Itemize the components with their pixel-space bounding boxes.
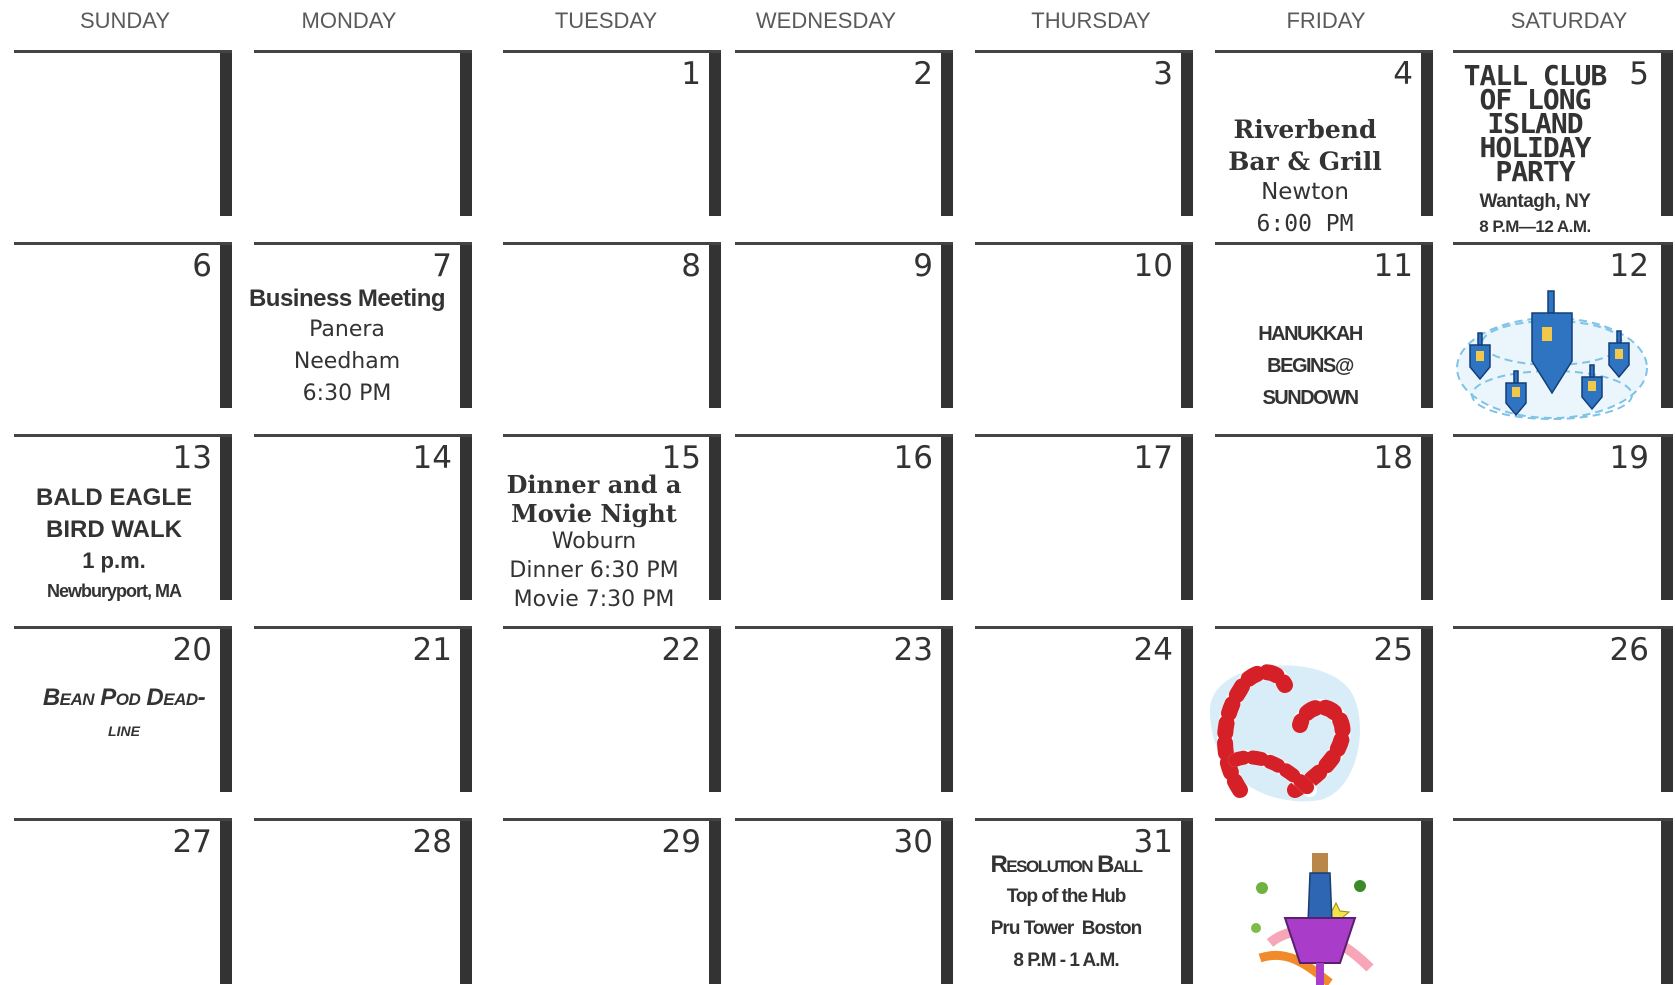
cell-divider xyxy=(1181,437,1193,600)
day-number: 3 xyxy=(1153,56,1173,92)
day-number: 19 xyxy=(1609,440,1649,476)
day-number: 22 xyxy=(661,632,701,668)
cell-divider xyxy=(1181,821,1193,984)
cell-divider xyxy=(460,245,472,408)
day-cell-21[interactable] xyxy=(254,626,472,792)
day-cell-empty xyxy=(14,50,232,216)
day-number: 24 xyxy=(1133,632,1173,668)
cell-divider xyxy=(1661,437,1673,600)
event-title: PARTY xyxy=(1495,155,1575,188)
cell-divider xyxy=(941,821,953,984)
day-cell-14[interactable] xyxy=(254,434,472,600)
day-number: 25 xyxy=(1373,632,1413,668)
day-number: 7 xyxy=(432,248,452,284)
event-time: 1 p.m. xyxy=(82,548,146,573)
event-title: HOLIDAY xyxy=(1479,131,1591,164)
day-cell-23[interactable] xyxy=(735,626,953,792)
cell-divider xyxy=(1181,629,1193,792)
cell-divider xyxy=(1181,245,1193,408)
event-time: 8 P.M—12 A.M. xyxy=(1479,217,1591,236)
day-number: 20 xyxy=(172,632,212,668)
event-tall-club-party[interactable] xyxy=(1445,59,1625,240)
day-cell-18[interactable] xyxy=(1215,434,1433,600)
header-tuesday: TUESDAY xyxy=(554,8,658,33)
cell-divider xyxy=(1421,437,1433,600)
day-number: 31 xyxy=(1133,824,1173,860)
day-number: 27 xyxy=(172,824,212,860)
event-location: Newburyport, MA xyxy=(46,581,181,601)
event-title: Bean Pod Dead- xyxy=(42,684,206,711)
event-business-meeting[interactable] xyxy=(234,287,460,415)
event-title: BIRD WALK xyxy=(46,516,182,543)
day-number: 9 xyxy=(913,248,933,284)
day-cell-28[interactable] xyxy=(254,818,472,984)
cell-divider xyxy=(1421,245,1433,408)
event-time: 6:30 PM xyxy=(302,381,392,406)
day-number: 10 xyxy=(1133,248,1173,284)
day-cell-22[interactable] xyxy=(503,626,721,792)
day-number: 17 xyxy=(1133,440,1173,476)
cell-divider xyxy=(460,821,472,984)
event-bean-pod-deadline[interactable] xyxy=(24,686,224,750)
event-location: Pru Tower Boston xyxy=(990,918,1142,939)
event-title: Movie Night xyxy=(511,499,677,528)
day-number: 28 xyxy=(412,824,452,860)
cell-divider xyxy=(1181,53,1193,216)
day-number: 26 xyxy=(1609,632,1649,668)
day-cell-empty xyxy=(254,50,472,216)
day-number: 4 xyxy=(1393,56,1413,92)
day-cell-2[interactable] xyxy=(735,50,953,216)
event-dinner-movie[interactable] xyxy=(485,470,703,618)
day-number: 13 xyxy=(172,440,212,476)
cell-divider xyxy=(709,53,721,216)
event-location: Needham xyxy=(293,349,401,374)
cell-divider xyxy=(941,629,953,792)
day-number: 16 xyxy=(893,440,933,476)
event-riverbend[interactable] xyxy=(1215,117,1395,245)
day-number: 1 xyxy=(681,56,701,92)
cell-divider xyxy=(460,437,472,600)
cell-divider xyxy=(220,245,232,408)
header-saturday: SATURDAY xyxy=(1510,8,1628,33)
event-venue: Panera xyxy=(309,317,385,342)
event-time: Dinner 6:30 PM xyxy=(509,558,679,583)
day-cell-30[interactable] xyxy=(735,818,953,984)
cell-divider xyxy=(941,245,953,408)
event-time: 8 P.M - 1 A.M. xyxy=(1013,950,1119,971)
cell-divider xyxy=(1421,629,1433,792)
event-location: Newton xyxy=(1261,179,1349,205)
cell-divider xyxy=(941,437,953,600)
day-number: 6 xyxy=(192,248,212,284)
day-cell-6[interactable] xyxy=(14,242,232,408)
day-cell-27[interactable] xyxy=(14,818,232,984)
day-cell-19[interactable] xyxy=(1453,434,1673,600)
day-cell-24[interactable] xyxy=(975,626,1193,792)
day-cell-8[interactable] xyxy=(503,242,721,408)
day-number: 21 xyxy=(412,632,452,668)
event-time: Movie 7:30 PM xyxy=(513,587,675,612)
event-title: Business Meeting xyxy=(248,285,446,312)
cell-divider xyxy=(220,437,232,600)
event-title: BEGINS@ xyxy=(1267,355,1353,377)
cell-divider xyxy=(1661,245,1673,408)
day-cell-empty xyxy=(1453,818,1673,984)
event-title: Riverbend xyxy=(1233,115,1377,144)
cell-divider xyxy=(709,629,721,792)
day-number: 30 xyxy=(893,824,933,860)
event-title: Bar & Grill xyxy=(1228,147,1382,176)
candy-canes-clipart xyxy=(1200,640,1370,808)
event-title: SUNDOWN xyxy=(1262,387,1358,409)
champagne-bucket-clipart xyxy=(1240,848,1390,985)
cell-divider xyxy=(709,245,721,408)
event-title: HANUKKAH xyxy=(1258,323,1362,345)
day-number: 2 xyxy=(913,56,933,92)
header-wednesday: WEDNESDAY xyxy=(755,8,897,33)
event-hanukkah[interactable] xyxy=(1225,324,1395,420)
cell-divider xyxy=(1421,53,1433,216)
day-cell-3[interactable] xyxy=(975,50,1193,216)
event-location: Wantagh, NY xyxy=(1479,191,1591,212)
day-number: 5 xyxy=(1629,56,1649,92)
cell-divider xyxy=(709,437,721,600)
day-cell-10[interactable] xyxy=(975,242,1193,408)
event-bald-eagle-walk[interactable] xyxy=(14,486,214,606)
event-resolution-ball[interactable] xyxy=(955,853,1177,983)
event-title: ISLAND xyxy=(1487,107,1583,140)
event-title: Dinner and a xyxy=(506,470,682,499)
day-number: 23 xyxy=(893,632,933,668)
header-sunday: SUNDAY xyxy=(79,8,171,33)
cell-divider xyxy=(709,821,721,984)
day-number: 14 xyxy=(412,440,452,476)
day-cell-29[interactable] xyxy=(503,818,721,984)
header-monday: MONDAY xyxy=(301,8,397,33)
header-friday: FRIDAY xyxy=(1286,8,1366,33)
event-title: BALD EAGLE xyxy=(36,484,192,511)
header-thursday: THURSDAY xyxy=(1031,8,1151,33)
cell-divider xyxy=(460,629,472,792)
day-number: 11 xyxy=(1373,248,1413,284)
event-title: OF LONG xyxy=(1479,83,1591,116)
day-number: 29 xyxy=(661,824,701,860)
event-venue: Top of the Hub xyxy=(1006,886,1126,907)
dreidels-clipart xyxy=(1452,283,1648,431)
day-number: 18 xyxy=(1373,440,1413,476)
day-cell-17[interactable] xyxy=(975,434,1193,600)
day-cell-1[interactable] xyxy=(503,50,721,216)
event-title: line xyxy=(108,719,140,741)
cell-divider xyxy=(220,821,232,984)
cell-divider xyxy=(460,53,472,216)
cell-divider xyxy=(220,53,232,216)
event-location: Woburn xyxy=(551,529,637,554)
day-number: 8 xyxy=(681,248,701,284)
cell-divider xyxy=(1661,53,1673,216)
day-cell-26[interactable] xyxy=(1453,626,1673,792)
day-cell-9[interactable] xyxy=(735,242,953,408)
event-title: TALL CLUB xyxy=(1463,59,1607,92)
cell-divider xyxy=(941,53,953,216)
event-time: 6:00 PM xyxy=(1256,211,1354,237)
cell-divider xyxy=(1421,821,1433,984)
day-number: 12 xyxy=(1609,248,1649,284)
cell-divider xyxy=(1661,629,1673,792)
day-number: 15 xyxy=(661,440,701,476)
cell-divider xyxy=(1661,821,1673,984)
day-cell-16[interactable] xyxy=(735,434,953,600)
event-title: Resolution Ball xyxy=(990,851,1142,878)
